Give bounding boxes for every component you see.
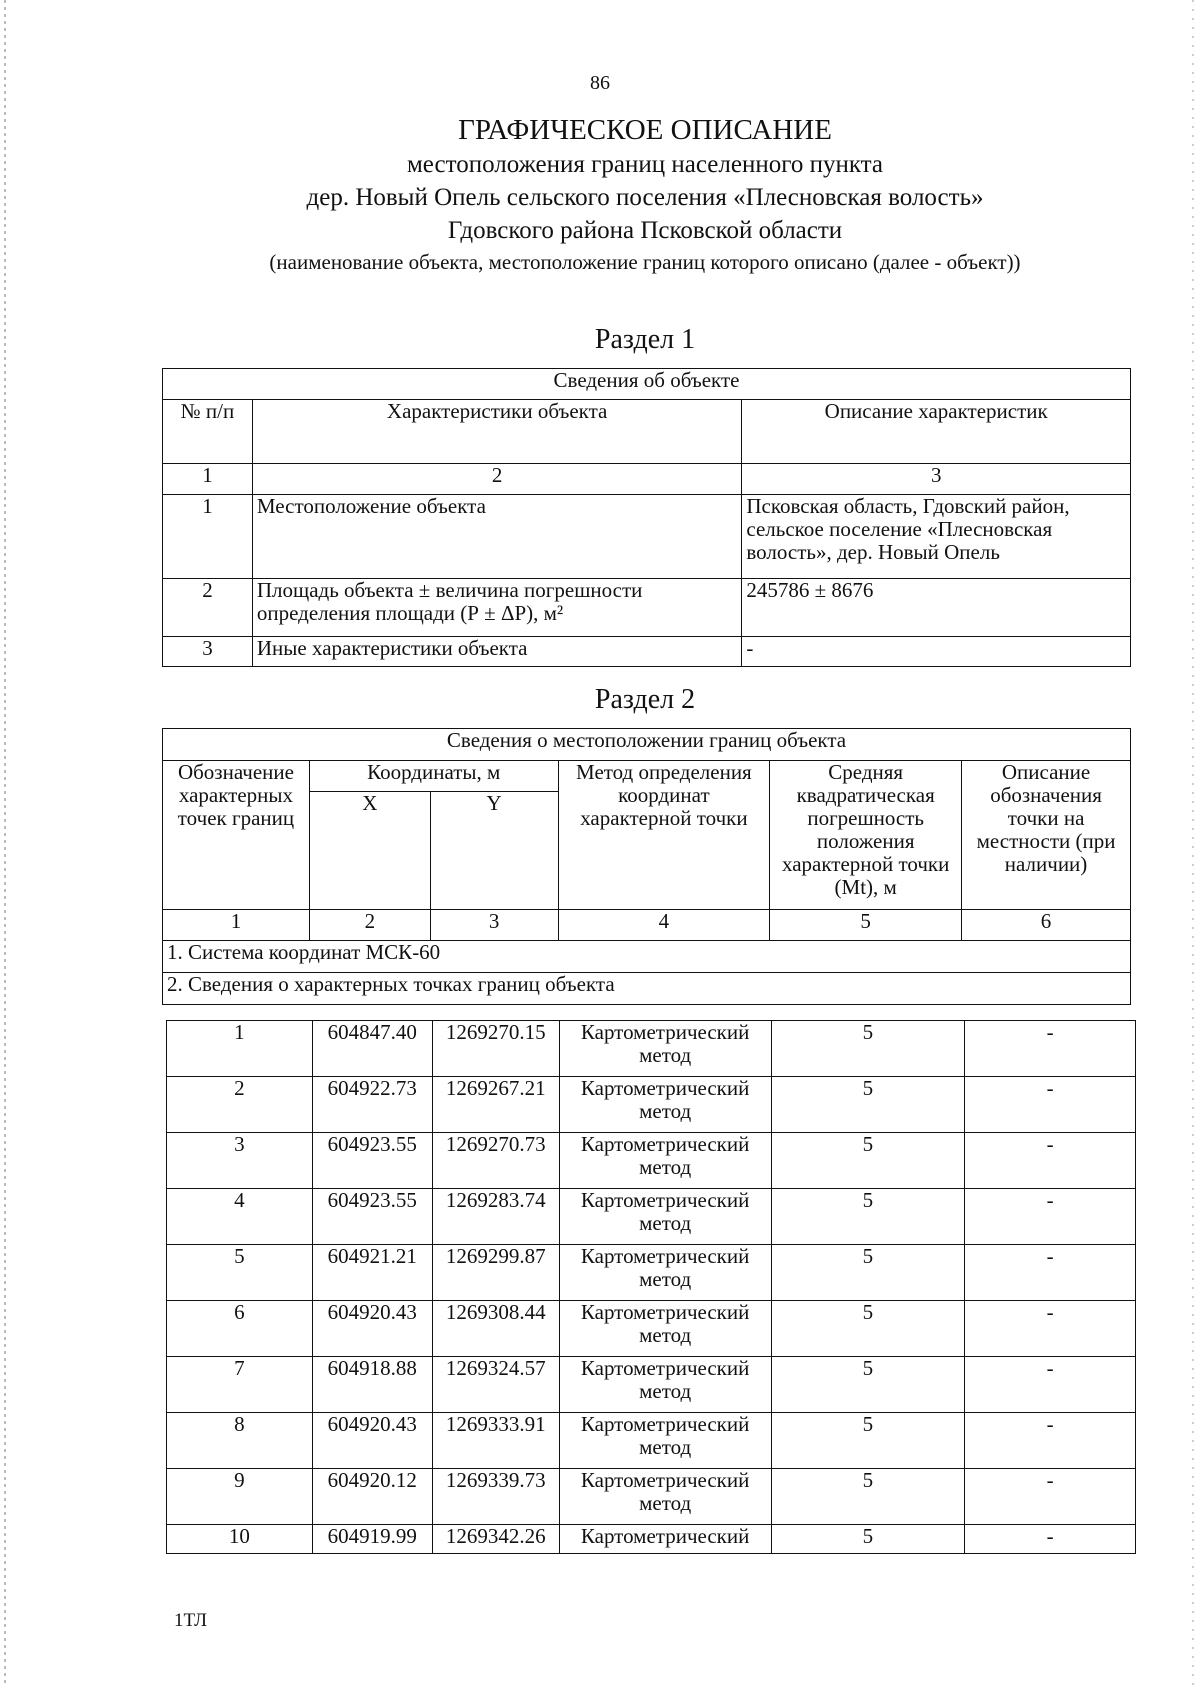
point-error: 5 xyxy=(771,1301,965,1357)
col-number: 6 xyxy=(962,910,1131,941)
coordinate-system-row: 1. Система координат МСК-60 xyxy=(163,941,1131,973)
point-method: Картометрический метод xyxy=(559,1189,771,1245)
point-error: 5 xyxy=(771,1077,965,1133)
document-title: ГРАФИЧЕСКОЕ ОПИСАНИЕ xyxy=(458,114,832,146)
col-number: 3 xyxy=(742,464,1131,495)
table-row xyxy=(167,1133,1136,1189)
point-error: 5 xyxy=(771,1189,965,1245)
point-id: 2 xyxy=(167,1077,313,1133)
row-num: 2 xyxy=(163,579,253,637)
table-row xyxy=(167,1077,1136,1133)
point-desc: - xyxy=(965,1301,1136,1357)
coord-x: 604920.43 xyxy=(312,1413,432,1469)
point-desc: - xyxy=(965,1525,1136,1554)
coord-y: 1269270.73 xyxy=(432,1133,559,1189)
point-desc: - xyxy=(965,1469,1136,1525)
point-method: Картометрический метод xyxy=(559,1133,771,1189)
row-characteristic: Площадь объекта ± величина погрешности определения площади (Р ± ΔР), м² xyxy=(252,579,741,637)
point-desc: - xyxy=(965,1189,1136,1245)
row-description: Псковская область, Гдовский район, сельское поселение «Плесновская волость», дер. Новый Опель xyxy=(742,495,1131,579)
col-header-y: Y xyxy=(430,792,558,910)
col-header-method: Метод определения координат характерной точки xyxy=(558,761,770,910)
object-info-title: Сведения об объекте xyxy=(163,369,1131,400)
table-row xyxy=(167,1245,1136,1301)
coord-x: 604923.55 xyxy=(312,1133,432,1189)
point-error: 5 xyxy=(771,1021,965,1077)
point-method: Картометрический метод xyxy=(559,1469,771,1525)
point-id: 4 xyxy=(167,1189,313,1245)
col-header-characteristic: Характеристики объекта xyxy=(252,400,741,464)
point-desc: - xyxy=(965,1357,1136,1413)
point-error: 5 xyxy=(771,1133,965,1189)
coord-x: 604918.88 xyxy=(312,1357,432,1413)
point-method: Картометрический метод xyxy=(559,1413,771,1469)
title-caption: (наименование объекта, местоположение границ которого описано (далее - объект)) xyxy=(269,250,1021,274)
coord-y: 1269283.74 xyxy=(432,1189,559,1245)
col-header-x: X xyxy=(309,792,430,910)
coord-y: 1269270.15 xyxy=(432,1021,559,1077)
section-1-heading: Раздел 1 xyxy=(594,324,696,355)
row-characteristic: Иные характеристики объекта xyxy=(252,637,741,667)
coord-y: 1269299.87 xyxy=(432,1245,559,1301)
col-header-description: Описание характеристик xyxy=(742,400,1131,464)
table-row xyxy=(163,495,1131,579)
coord-x: 604923.55 xyxy=(312,1189,432,1245)
table-row xyxy=(167,1021,1136,1077)
col-number: 2 xyxy=(252,464,741,495)
object-info-table xyxy=(162,368,1131,667)
coord-x: 604921.21 xyxy=(312,1245,432,1301)
col-header-error: Средняя квадратическая погрешность положения характерной точки (Мt), м xyxy=(770,761,962,910)
coord-y: 1269267.21 xyxy=(432,1077,559,1133)
point-desc: - xyxy=(965,1245,1136,1301)
row-num: 1 xyxy=(163,495,253,579)
point-id: 3 xyxy=(167,1133,313,1189)
point-error: 5 xyxy=(771,1413,965,1469)
point-id: 5 xyxy=(167,1245,313,1301)
title-line-2: местоположения границ населенного пункта xyxy=(406,151,883,178)
col-number: 1 xyxy=(163,464,253,495)
points-section-row: 2. Сведения о характерных точках границ объекта xyxy=(163,973,1131,1005)
col-number: 4 xyxy=(558,910,770,941)
boundary-points-table xyxy=(166,1020,1136,1554)
point-desc: - xyxy=(965,1413,1136,1469)
coord-x: 604919.99 xyxy=(312,1525,432,1554)
title-line-4: Гдовского района Псковской области xyxy=(447,217,843,244)
row-characteristic: Местоположение объекта xyxy=(252,495,741,579)
col-number: 5 xyxy=(770,910,962,941)
point-id: 7 xyxy=(167,1357,313,1413)
table-row xyxy=(167,1189,1136,1245)
table-row xyxy=(167,1413,1136,1469)
point-error: 5 xyxy=(771,1469,965,1525)
coord-y: 1269342.26 xyxy=(432,1525,559,1554)
coord-x: 604847.40 xyxy=(312,1021,432,1077)
point-method: Картометрический xyxy=(559,1525,771,1554)
coord-x: 604920.43 xyxy=(312,1301,432,1357)
point-method: Картометрический метод xyxy=(559,1021,771,1077)
table-row xyxy=(163,579,1131,637)
col-header-coords: Координаты, м xyxy=(309,761,558,792)
point-method: Картометрический метод xyxy=(559,1301,771,1357)
point-id: 8 xyxy=(167,1413,313,1469)
row-description: 245786 ± 8676 xyxy=(742,579,1131,637)
point-method: Картометрический метод xyxy=(559,1077,771,1133)
point-desc: - xyxy=(965,1133,1136,1189)
point-method: Картометрический метод xyxy=(559,1357,771,1413)
row-num: 3 xyxy=(163,637,253,667)
table-row xyxy=(167,1525,1136,1554)
coord-y: 1269324.57 xyxy=(432,1357,559,1413)
col-number: 1 xyxy=(163,910,310,941)
row-description: - xyxy=(742,637,1131,667)
footer-code: 1ТЛ xyxy=(174,1610,208,1631)
col-header-point: Обозначение характерных точек границ xyxy=(163,761,310,910)
point-id: 1 xyxy=(167,1021,313,1077)
boundary-header-table xyxy=(162,728,1131,1005)
coord-x: 604922.73 xyxy=(312,1077,432,1133)
table-row xyxy=(167,1301,1136,1357)
point-desc: - xyxy=(965,1077,1136,1133)
page-number: 86 xyxy=(590,72,610,94)
coord-y: 1269339.73 xyxy=(432,1469,559,1525)
point-id: 9 xyxy=(167,1469,313,1525)
title-line-3: дер. Новый Опель сельского поселения «Плесновская волость» xyxy=(306,184,984,211)
point-id: 10 xyxy=(167,1525,313,1554)
table-row xyxy=(163,637,1131,667)
table-row xyxy=(167,1469,1136,1525)
table-row xyxy=(167,1357,1136,1413)
point-error: 5 xyxy=(771,1357,965,1413)
section-2-heading: Раздел 2 xyxy=(594,684,696,715)
boundary-table-title: Сведения о местоположении границ объекта xyxy=(163,729,1131,761)
point-error: 5 xyxy=(771,1245,965,1301)
point-error: 5 xyxy=(771,1525,965,1554)
point-method: Картометрический метод xyxy=(559,1245,771,1301)
col-header-description: Описание обозначения точки на местности (при наличии) xyxy=(962,761,1131,910)
document-header xyxy=(0,112,1200,277)
coord-y: 1269308.44 xyxy=(432,1301,559,1357)
coord-x: 604920.12 xyxy=(312,1469,432,1525)
col-number: 2 xyxy=(309,910,430,941)
col-header-num: № п/п xyxy=(163,400,253,464)
col-number: 3 xyxy=(430,910,558,941)
point-id: 6 xyxy=(167,1301,313,1357)
point-desc: - xyxy=(965,1021,1136,1077)
coord-y: 1269333.91 xyxy=(432,1413,559,1469)
